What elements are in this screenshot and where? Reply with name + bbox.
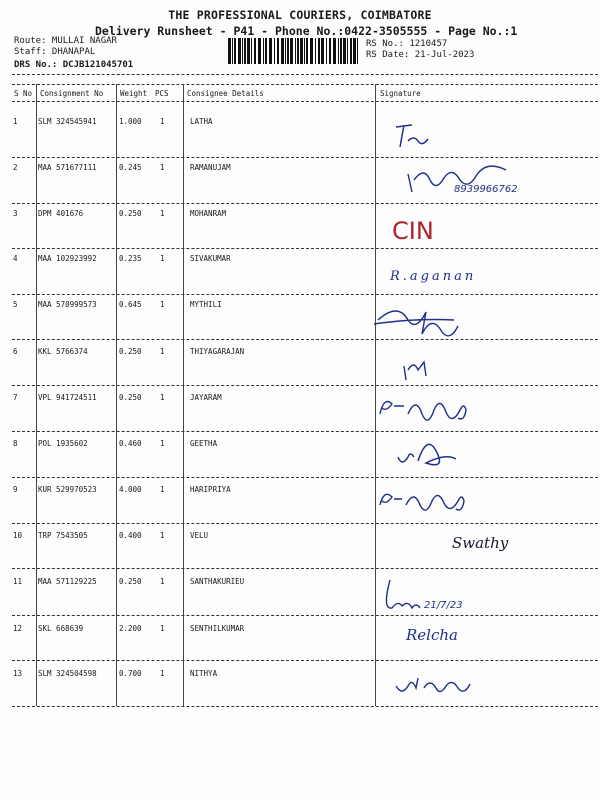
barcode-bar <box>304 38 305 64</box>
rs-date: RS Date: 21-Jul-2023 <box>366 50 475 60</box>
barcode-bar <box>343 38 346 64</box>
barcode-bar <box>340 38 342 64</box>
divider-line <box>12 660 598 661</box>
row-pcs: 1 <box>160 577 165 586</box>
barcode-bar <box>251 38 252 64</box>
barcode-bar <box>274 38 275 64</box>
barcode-bar <box>285 38 286 64</box>
row-sno: 3 <box>13 209 18 218</box>
row-consignment: MAA 102923992 <box>38 254 97 263</box>
row-consignment: POL 1935602 <box>38 439 88 448</box>
signature-mark <box>378 205 578 245</box>
row-weight: 0.250 <box>119 577 142 586</box>
row-consignment: MAA 571677111 <box>38 163 97 172</box>
barcode-bar <box>269 38 272 64</box>
row-sno: 9 <box>13 485 18 494</box>
col-header-consignment: Consignment No <box>40 89 104 98</box>
divider-line <box>12 101 598 102</box>
row-consignee: VELU <box>190 531 209 540</box>
barcode-bar <box>258 38 261 64</box>
row-sno: 2 <box>13 163 18 172</box>
divider-line <box>12 74 598 75</box>
barcode-bar <box>244 38 246 64</box>
row-weight: 0.250 <box>119 209 142 218</box>
barcode-bar <box>247 38 250 64</box>
row-consignee: HARIPRIYA <box>190 485 231 494</box>
row-consignment: MAA 570999573 <box>38 300 97 309</box>
row-consignee: THIYAGARAJAN <box>190 347 245 356</box>
row-pcs: 1 <box>160 624 165 633</box>
barcode-bar <box>338 38 339 64</box>
signature-mark <box>378 572 578 612</box>
row-pcs: 1 <box>160 669 165 678</box>
row-sno: 12 <box>13 624 23 633</box>
row-weight: 2.200 <box>119 624 142 633</box>
divider-line <box>12 431 598 432</box>
col-header-sno: S No <box>14 89 33 98</box>
row-consignment: MAA 571129225 <box>38 577 97 586</box>
divider-line <box>12 248 598 249</box>
row-pcs: 1 <box>160 393 165 402</box>
barcode-bar <box>300 38 303 64</box>
divider-line <box>12 294 598 295</box>
company-title: THE PROFESSIONAL COURIERS, COIMBATORE <box>168 8 432 22</box>
divider-line <box>12 203 598 204</box>
barcode-image <box>228 38 360 64</box>
rs-number: RS No.: 1210457 <box>366 39 448 49</box>
divider-line <box>12 477 598 478</box>
barcode-bar <box>353 38 356 64</box>
row-weight: 0.245 <box>119 163 142 172</box>
signature-mark <box>378 115 578 155</box>
col-header-signature: Signature <box>380 89 421 98</box>
runsheet-subtitle: Delivery Runsheet - P41 - Phone No.:0422-3505555 - Page No.:1 <box>95 24 518 38</box>
row-sno: 13 <box>13 669 23 678</box>
barcode-bar <box>297 38 299 64</box>
row-consignee: MYTHILI <box>190 300 222 309</box>
barcode-bar <box>306 38 308 64</box>
barcode-bar <box>357 38 358 64</box>
row-consignee: SENTHILKUMAR <box>190 624 245 633</box>
barcode-bar <box>242 38 243 64</box>
row-sno: 8 <box>13 439 18 448</box>
col-header-pcs: PCS <box>155 89 169 98</box>
row-weight: 0.645 <box>119 300 142 309</box>
divider-line <box>12 339 598 340</box>
row-sno: 7 <box>13 393 18 402</box>
row-pcs: 1 <box>160 531 165 540</box>
row-consignee: LATHA <box>190 117 213 126</box>
barcode-bar <box>277 38 279 64</box>
row-weight: 1.000 <box>119 117 142 126</box>
staff-label: Staff: DHANAPAL <box>14 47 96 57</box>
row-pcs: 1 <box>160 300 165 309</box>
barcode-bar <box>290 38 293 64</box>
signature-mark <box>378 152 578 195</box>
barcode-bar <box>287 38 289 64</box>
signature-mark <box>378 346 578 386</box>
signature-mark <box>378 666 578 706</box>
row-consignee: SIVAKUMAR <box>190 254 231 263</box>
row-sno: 6 <box>13 347 18 356</box>
row-consignee: NITHYA <box>190 669 218 678</box>
row-consignee: RAMANUJAM <box>190 163 231 172</box>
barcode-bar <box>350 38 352 64</box>
row-consignee: GEETHA <box>190 439 218 448</box>
signature-text: CIN <box>392 217 434 245</box>
signature-mark <box>378 388 578 428</box>
barcode-bar <box>315 38 316 64</box>
barcode-bar <box>318 38 320 64</box>
row-consignment: SKL 668639 <box>38 624 84 633</box>
barcode-bar <box>321 38 324 64</box>
route-label: Route: MULLAI NAGAR <box>14 36 117 46</box>
barcode-bar <box>234 38 236 64</box>
row-pcs: 1 <box>160 485 165 494</box>
signature-mark <box>378 481 578 521</box>
row-consignment: KKL 5766374 <box>38 347 88 356</box>
row-weight: 0.400 <box>119 531 142 540</box>
barcode-bar <box>326 38 327 64</box>
row-pcs: 1 <box>160 117 165 126</box>
divider-line <box>12 523 598 524</box>
divider-line <box>12 568 598 569</box>
row-pcs: 1 <box>160 439 165 448</box>
barcode-bar <box>265 38 267 64</box>
signature-text: R.aganan <box>390 269 477 284</box>
barcode-bar <box>281 38 284 64</box>
row-consignee: SANTHAKURIEU <box>190 577 245 586</box>
barcode-bar <box>329 38 331 64</box>
divider-line <box>12 706 598 707</box>
row-sno: 11 <box>13 577 23 586</box>
barcode-bar <box>295 38 296 64</box>
signature-text: Swathy <box>452 534 509 552</box>
col-header-weight: Weight <box>120 89 148 98</box>
row-sno: 10 <box>13 531 23 540</box>
barcode-bar <box>310 38 313 64</box>
signature-mark <box>378 298 578 338</box>
row-sno: 4 <box>13 254 18 263</box>
barcode-bar <box>228 38 231 64</box>
row-weight: 0.235 <box>119 254 142 263</box>
row-sno: 5 <box>13 300 18 309</box>
signature-mark <box>378 526 578 566</box>
row-consignment: VPL 941724511 <box>38 393 97 402</box>
signature-mark <box>378 614 578 654</box>
barcode-bar <box>254 38 256 64</box>
signature-text: Relcha <box>406 626 458 644</box>
row-weight: 0.250 <box>119 347 142 356</box>
row-pcs: 1 <box>160 209 165 218</box>
row-consignment: SLM 324504598 <box>38 669 97 678</box>
row-consignment: DPM 401676 <box>38 209 84 218</box>
col-header-consignee: Consignee Details <box>187 89 264 98</box>
divider-line <box>12 385 598 386</box>
signature-phone: 8939966762 <box>454 184 518 195</box>
barcode-bar <box>232 38 233 64</box>
row-pcs: 1 <box>160 254 165 263</box>
barcode-bar <box>333 38 336 64</box>
barcode-bar <box>263 38 264 64</box>
divider-line <box>12 84 598 85</box>
row-consignment: TRP 7543505 <box>38 531 88 540</box>
signature-date: 21/7/23 <box>424 600 463 611</box>
row-weight: 0.700 <box>119 669 142 678</box>
barcode-bar <box>347 38 348 64</box>
row-weight: 0.250 <box>119 393 142 402</box>
row-pcs: 1 <box>160 163 165 172</box>
row-consignment: SLM 324545941 <box>38 117 97 126</box>
row-weight: 0.460 <box>119 439 142 448</box>
row-consignment: KUR 529970523 <box>38 485 97 494</box>
drs-number: DRS No.: DCJB121045701 <box>14 60 134 70</box>
barcode-bar <box>238 38 241 64</box>
row-consignee: JAYARAM <box>190 393 222 402</box>
signature-mark <box>378 254 578 294</box>
row-consignee: MOHANRAM <box>190 209 227 218</box>
row-pcs: 1 <box>160 347 165 356</box>
row-weight: 4.000 <box>119 485 142 494</box>
row-sno: 1 <box>13 117 18 126</box>
signature-mark <box>378 435 578 475</box>
